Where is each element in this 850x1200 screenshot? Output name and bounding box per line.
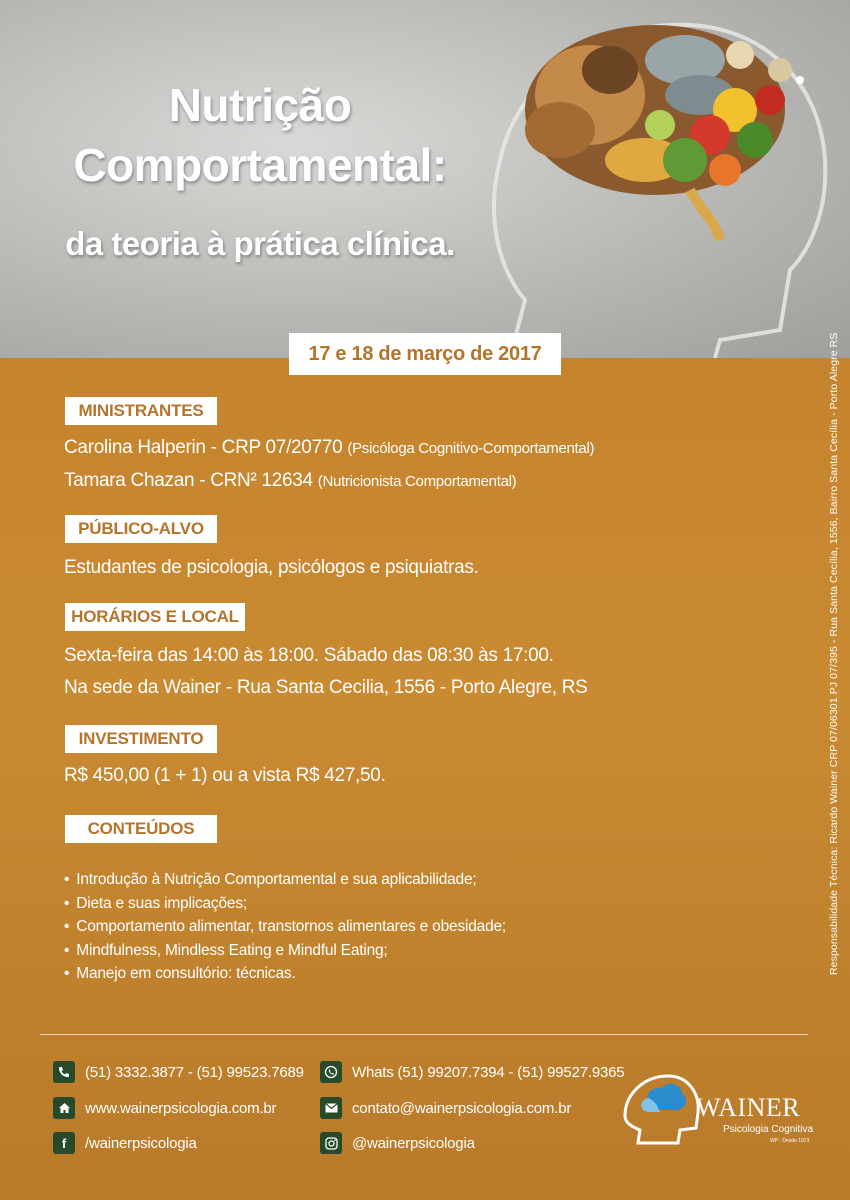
conteudos-list xyxy=(64,868,506,986)
list-item: • Introdução à Nutrição Comportamental e sua aplicabilidade; xyxy=(64,868,506,892)
label-conteudos: CONTEÚDOS xyxy=(65,815,217,843)
contact-whatsapp[interactable] xyxy=(320,1061,624,1083)
ministrante-2-role: (Nutricionista Comportamental) xyxy=(317,473,517,490)
title-line-2: Comportamental: xyxy=(73,139,447,191)
divider xyxy=(40,1034,808,1035)
label-horarios: HORÁRIOS E LOCAL xyxy=(65,603,245,631)
ministrante-1-name: Carolina Halperin - CRP 07/20770 xyxy=(64,437,343,458)
ministrante-2-name: Tamara Chazan - CRN² 12634 xyxy=(64,470,313,491)
technical-responsibility: Responsabilidade Técnica: Ricardo Wainer CRP 07/06301 PJ 07/395 - Rua Santa Cecília, 1556, Bairro Santa Cecília - Porto Alegre RS xyxy=(828,332,840,975)
facebook-icon: f xyxy=(53,1132,75,1154)
logo-tagline: WP - Desde 1973 xyxy=(770,1138,810,1144)
instagram-text: @wainerpsicologia xyxy=(352,1134,475,1152)
label-publico-alvo: PÚBLICO-ALVO xyxy=(65,515,217,543)
whatsapp-text: Whats (51) 99207.7394 - (51) 99527.9365 xyxy=(352,1063,625,1081)
ministrante-1-role: (Psicóloga Cognitivo-Comportamental) xyxy=(347,440,595,457)
list-item: • Dieta e suas implicações; xyxy=(64,892,506,916)
logo-name: WAINER xyxy=(696,1093,801,1122)
contact-instagram[interactable] xyxy=(320,1132,475,1154)
label-ministrantes: MINISTRANTES xyxy=(65,397,217,425)
list-item: • Manejo em consultório: técnicas. xyxy=(64,962,506,986)
brain-food-illustration xyxy=(470,0,850,358)
facebook-text: /wainerpsicologia xyxy=(85,1134,197,1152)
phone-icon xyxy=(53,1061,75,1083)
instagram-icon xyxy=(320,1132,342,1154)
contact-email[interactable] xyxy=(320,1097,571,1119)
mail-icon xyxy=(320,1097,342,1119)
home-icon xyxy=(53,1097,75,1119)
logo-subtitle: Psicologia Cognitiva xyxy=(723,1124,814,1135)
horarios-line-1: Sexta-feira das 14:00 às 18:00. Sábado das 08:30 às 17:00. xyxy=(64,645,554,666)
publico-text: Estudantes de psicologia, psicólogos e psiquiatras. xyxy=(64,557,479,578)
contact-website[interactable] xyxy=(53,1097,276,1119)
phone-text: (51) 3332.3877 - (51) 99523.7689 xyxy=(85,1063,304,1081)
email-text: contato@wainerpsicologia.com.br xyxy=(352,1099,572,1117)
title-line-1: Nutrição xyxy=(168,79,352,131)
event-date: 17 e 18 de março de 2017 xyxy=(289,333,561,375)
contact-facebook[interactable] xyxy=(53,1132,197,1154)
contact-phone[interactable] xyxy=(53,1061,304,1083)
whatsapp-icon xyxy=(320,1061,342,1083)
website-text: www.wainerpsicologia.com.br xyxy=(85,1099,277,1117)
header-banner xyxy=(0,0,850,358)
list-item: • Mindfulness, Mindless Eating e Mindful Eating; xyxy=(64,939,506,963)
subtitle: da teoria à prática clínica. xyxy=(65,225,455,262)
ministrante-2 xyxy=(64,470,516,492)
horarios-line-2: Na sede da Wainer - Rua Santa Cecilia, 1556 - Porto Alegre, RS xyxy=(64,677,588,698)
label-investimento: INVESTIMENTO xyxy=(65,725,217,753)
investimento-text: R$ 450,00 (1 + 1) ou a vista R$ 427,50. xyxy=(64,765,386,786)
ministrante-1 xyxy=(64,437,594,459)
list-item: • Comportamento alimentar, transtornos alimentares e obesidade; xyxy=(64,915,506,939)
